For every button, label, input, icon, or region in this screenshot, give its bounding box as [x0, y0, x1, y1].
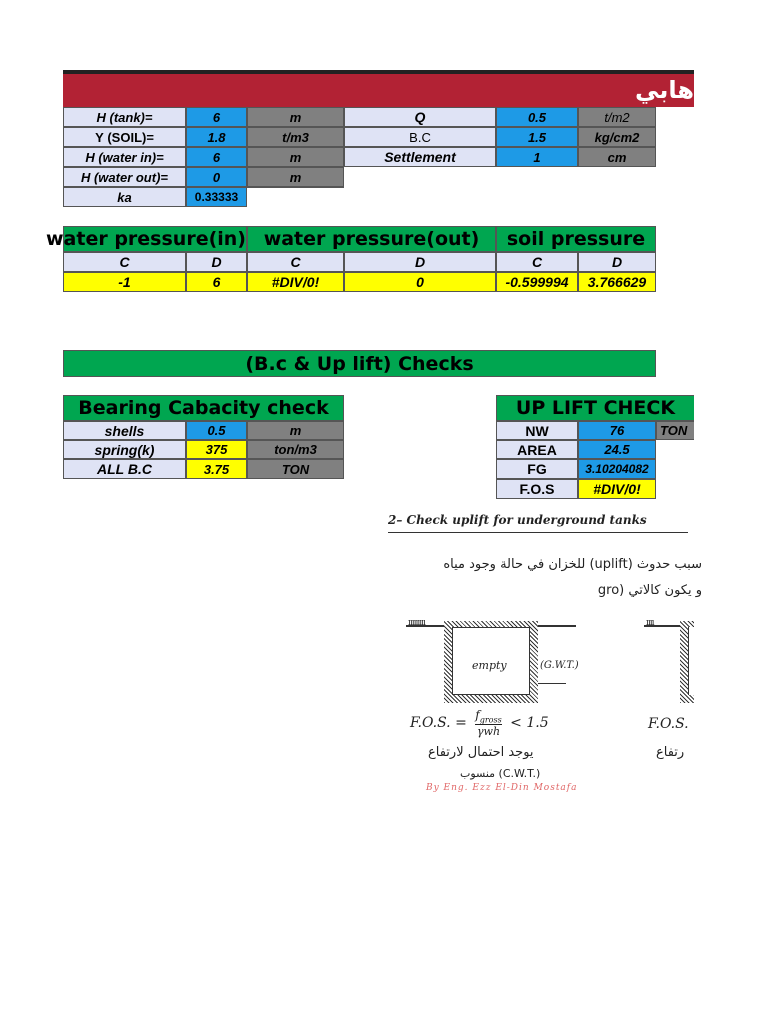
unit-q: t/m2 [578, 107, 656, 127]
bearing-unit-shells: m [247, 421, 344, 440]
uplift-value-fos: #DIV/0! [578, 479, 656, 499]
label-h-water-in: H (water in)= [63, 147, 186, 167]
header-water-pressure-in [46, 226, 247, 252]
uplift-title: UP LIFT CHECK [496, 395, 694, 421]
value-h-water-in[interactable]: 6 [186, 147, 247, 167]
label-bc: B.C [344, 127, 496, 147]
val-d-soil: 3.766629 [578, 272, 656, 292]
val-d-out: 0 [344, 272, 496, 292]
unit-settlement: cm [578, 147, 656, 167]
label-gamma-soil: Υ (SOIL)= [63, 127, 186, 147]
sub-c-soil: C [496, 252, 578, 272]
bearing-unit-spring: ton/m3 [247, 440, 344, 459]
scan-arabic-line2: و يكون كالاتي (gro [597, 583, 702, 598]
bearing-title: Bearing Cabacity check [63, 395, 344, 421]
unit-h-water-in: m [247, 147, 344, 167]
uplift-label-fos: F.O.S [496, 479, 578, 499]
bearing-label-spring: spring(k) [63, 440, 186, 459]
scan-heading: 2– Check uplift for underground tanks [388, 513, 647, 527]
value-ka[interactable]: 0.33333 [186, 187, 247, 207]
bearing-unit-all-bc: TON [247, 459, 344, 479]
label-h-water-out: H (water out)= [63, 167, 186, 187]
label-settlement: Settlement [344, 147, 496, 167]
val-c-out: #DIV/0! [247, 272, 344, 292]
title-banner [63, 74, 694, 107]
val-c-soil: -0.599994 [496, 272, 578, 292]
value-q[interactable]: 0.5 [496, 107, 578, 127]
label-h-tank: H (tank)= [63, 107, 186, 127]
fos-limit: < 1.5 [510, 715, 549, 732]
empty-cell [247, 187, 344, 188]
value-settlement[interactable]: 1 [496, 147, 578, 167]
sub-d-out: D [344, 252, 496, 272]
scan-heading-underline [388, 532, 688, 533]
label-q: Q [344, 107, 496, 127]
uplift-label-nw: NW [496, 421, 578, 440]
ground-ticks-left: ııııııııı [408, 618, 425, 628]
empty-label: empty [472, 659, 507, 672]
unit-h-tank: m [247, 107, 344, 127]
unit-gamma-soil: t/m3 [247, 127, 344, 147]
bearing-value-shells[interactable]: 0.5 [186, 421, 247, 440]
unit-bc: kg/cm2 [578, 127, 656, 147]
uplift-value-fg: 3.10204082 [578, 459, 656, 479]
tank-interior-right [688, 627, 698, 695]
sub-d-in: D [186, 252, 247, 272]
fos-prefix: F.O.S. = [410, 715, 467, 732]
sub-d-soil: D [578, 252, 656, 272]
fos-right-formula: F.O.S. [648, 716, 689, 732]
bearing-value-spring: 375 [186, 440, 247, 459]
fos-numerator [475, 708, 501, 725]
gwt-label: (G.W.T.) [540, 660, 579, 671]
value-bc[interactable]: 1.5 [496, 127, 578, 147]
header-water-pressure-in-text: water pressure(in) [46, 228, 246, 250]
fos-denominator: γwh [476, 725, 501, 739]
header-soil-pressure: soil pressure [496, 226, 656, 252]
fos-gross-sub: gross [479, 715, 502, 725]
gwt-line [538, 683, 566, 684]
uplift-label-fg: FG [496, 459, 578, 479]
checks-title: (B.c & Up lift) Checks [63, 350, 656, 377]
credit-text: By Eng. Ezz El-Din Mostafa [426, 783, 578, 793]
header-water-pressure-out: water pressure(out) [247, 226, 496, 252]
ground-ticks-right: ıııı [646, 618, 654, 628]
arabic-cwt-level: منسوب (C.W.T.) [460, 767, 541, 780]
fos-f: f [475, 708, 480, 722]
value-gamma-soil[interactable]: 1.8 [186, 127, 247, 147]
uplift-unit-nw: TON [656, 421, 694, 440]
scanned-reference [380, 505, 702, 800]
arabic-partial: رتفاع [656, 745, 685, 760]
arabic-possible-rise: يوجد احتمال لارتفاع [428, 745, 534, 760]
fos-fraction [475, 708, 501, 738]
fos-left-formula [410, 708, 549, 738]
banner-arabic-text: هابي [635, 76, 694, 104]
bearing-value-all-bc: 3.75 [186, 459, 247, 479]
bearing-label-all-bc: ALL B.C [63, 459, 186, 479]
unit-h-water-out: m [247, 167, 344, 187]
uplift-value-nw: 76 [578, 421, 656, 440]
uplift-label-area: AREA [496, 440, 578, 459]
val-c-in: -1 [63, 272, 186, 292]
uplift-value-area: 24.5 [578, 440, 656, 459]
value-h-tank[interactable]: 6 [186, 107, 247, 127]
scan-arabic-line1: سبب حدوث (uplift) للخزان في حالة وجود مياه [443, 557, 702, 572]
sub-c-in: C [63, 252, 186, 272]
label-ka: ka [63, 187, 186, 207]
value-h-water-out[interactable]: 0 [186, 167, 247, 187]
val-d-in: 6 [186, 272, 247, 292]
sub-c-out: C [247, 252, 344, 272]
bearing-label-shells: shells [63, 421, 186, 440]
